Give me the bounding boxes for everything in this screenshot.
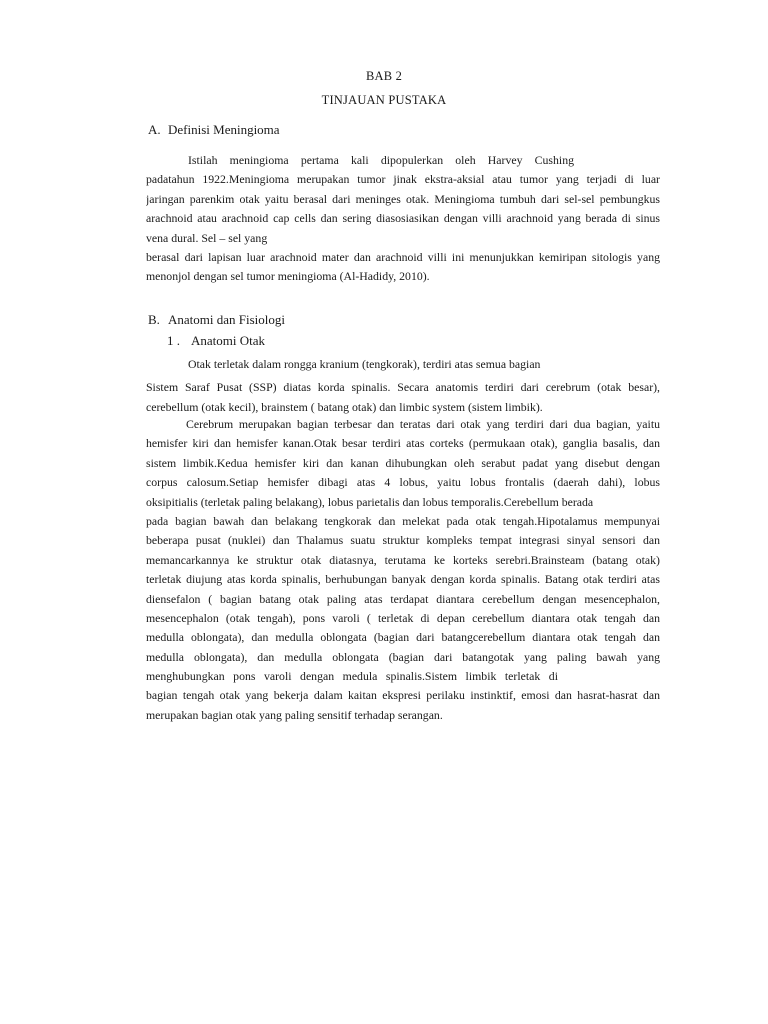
section-b-heading xyxy=(148,312,285,328)
section-a-paragraph xyxy=(146,151,660,287)
section-a-heading xyxy=(148,122,280,138)
paragraph-line: menghubungkan pons varoli dengan medula spinalis.Sistem limbik terletak di xyxy=(146,669,558,684)
paragraph-line: bagian tengah otak yang bekerja dalam kaitan ekspresi perilaku instinktif, emosi dan hasrat-hasrat dan xyxy=(146,688,660,703)
paragraph-line: Otak terletak dalam rongga kranium (tengkorak), terdiri atas semua bagian xyxy=(188,357,541,371)
anatomy-paragraph-2 xyxy=(146,415,660,725)
anatomy-paragraph-1 xyxy=(146,355,660,417)
paragraph-line: berasal dari lapisan luar arachnoid mater dan arachnoid villi ini menunjukkan kemiripan sitologis yang xyxy=(146,249,660,264)
section-a-title: Definisi Meningioma xyxy=(168,122,280,137)
chapter-label: BAB 2 xyxy=(365,69,403,83)
paragraph-line: corpus calosum.Setiap hemisfer dibagi atas 4 lobus, yaitu lobus frontalis (daerah dahi), lobus xyxy=(146,475,660,490)
paragraph-line: mesencephalon (otak tengah), pons varoli ( terletak di depan cerebellum diantara otak tengah dan xyxy=(146,610,660,625)
paragraph-line: memancarkannya ke struktur otak diatasnya, terutama ke korteks serebri.Brainsteam (batang otak) xyxy=(146,552,660,567)
paragraph-line: padatahun 1922.Meningioma merupakan tumor jinak ekstra-aksial atau tumor yang terjadi di luar xyxy=(146,172,660,187)
subsection-heading xyxy=(167,333,265,349)
paragraph-line: arachnoid atau arachnoid cap cells dan sering diasosiasikan dengan villi arachnoid yang berada di sinus xyxy=(146,211,660,226)
chapter-title: TINJAUAN PUSTAKA xyxy=(321,93,447,107)
section-b-title: Anatomi dan Fisiologi xyxy=(168,312,285,327)
paragraph-line: hemisfer kiri dan hemisfer kanan.Otak besar terdiri atas corteks (permukaan otak), ganglia basalis, dan xyxy=(146,436,660,451)
paragraph-line: diensefalon ( bagian batang otak paling atas terdapat diantara cerebellum dengan mesencephalon, xyxy=(146,591,660,606)
paragraph-line: cerebellum (otak kecil), brainstem ( batang otak) dan limbic system (sistem limbik). xyxy=(146,399,543,414)
paragraph-line: beberapa pusat (nuklei) dan Thalamus suatu struktur kompleks tempat integrasi sinyal sensori dan xyxy=(146,533,660,548)
section-a-letter: A. xyxy=(148,122,161,137)
paragraph-line: Istilah meningioma pertama kali dipopulerkan oleh Harvey Cushing xyxy=(188,153,574,167)
paragraph-line: oksipitialis (terletak paling belakang), lobus parietalis dan lobus temporalis.Cerebellum berada xyxy=(146,494,594,509)
paragraph-line: vena dural. Sel – sel yang xyxy=(146,230,268,245)
paragraph-line: Sistem Saraf Pusat (SSP) diatas korda spinalis. Secara anatomis terdiri dari cerebrum (otak besar), xyxy=(146,380,660,395)
section-b-letter: B. xyxy=(148,312,160,327)
paragraph-line: medulla oblongata), dan medulla oblongata (bagian dari batangcerebellum diantara otak tengah dan xyxy=(146,630,660,645)
subsection-title: Anatomi Otak xyxy=(191,333,266,348)
paragraph-line: menonjol dengan sel tumor meningioma (Al-Hadidy, 2010). xyxy=(146,269,430,284)
subsection-number: 1 . xyxy=(167,333,180,348)
paragraph-line: pada bagian bawah dan belakang tengkorak dan melekat pada otak tengah.Hipotalamus mempunyai xyxy=(146,513,660,528)
paragraph-line: sistem limbik.Kedua hemisfer kiri dan kanan dihubungkan oleh serabut padat yang disebut dengan xyxy=(146,455,660,470)
paragraph-line: Cerebrum merupakan bagian terbesar dan teratas dari otak yang terdiri dari dua bagian, yaitu xyxy=(186,417,660,431)
paragraph-line: merupakan bagian otak yang paling sensitif terhadap serangan. xyxy=(146,707,443,722)
paragraph-line: jaringan parenkim otak yaitu berasal dari meninges otak. Meningioma tumbuh dari sel-sel pembungkus xyxy=(146,191,660,206)
paragraph-line: medulla oblongata), dan medulla oblongata (bagian dari batangotak yang paling bawah yang xyxy=(146,649,660,664)
paragraph-line: terletak diujung atas korda spinalis, berhubungan banyak dengan korda spinalis. Batang otak terdiri atas xyxy=(146,572,660,587)
